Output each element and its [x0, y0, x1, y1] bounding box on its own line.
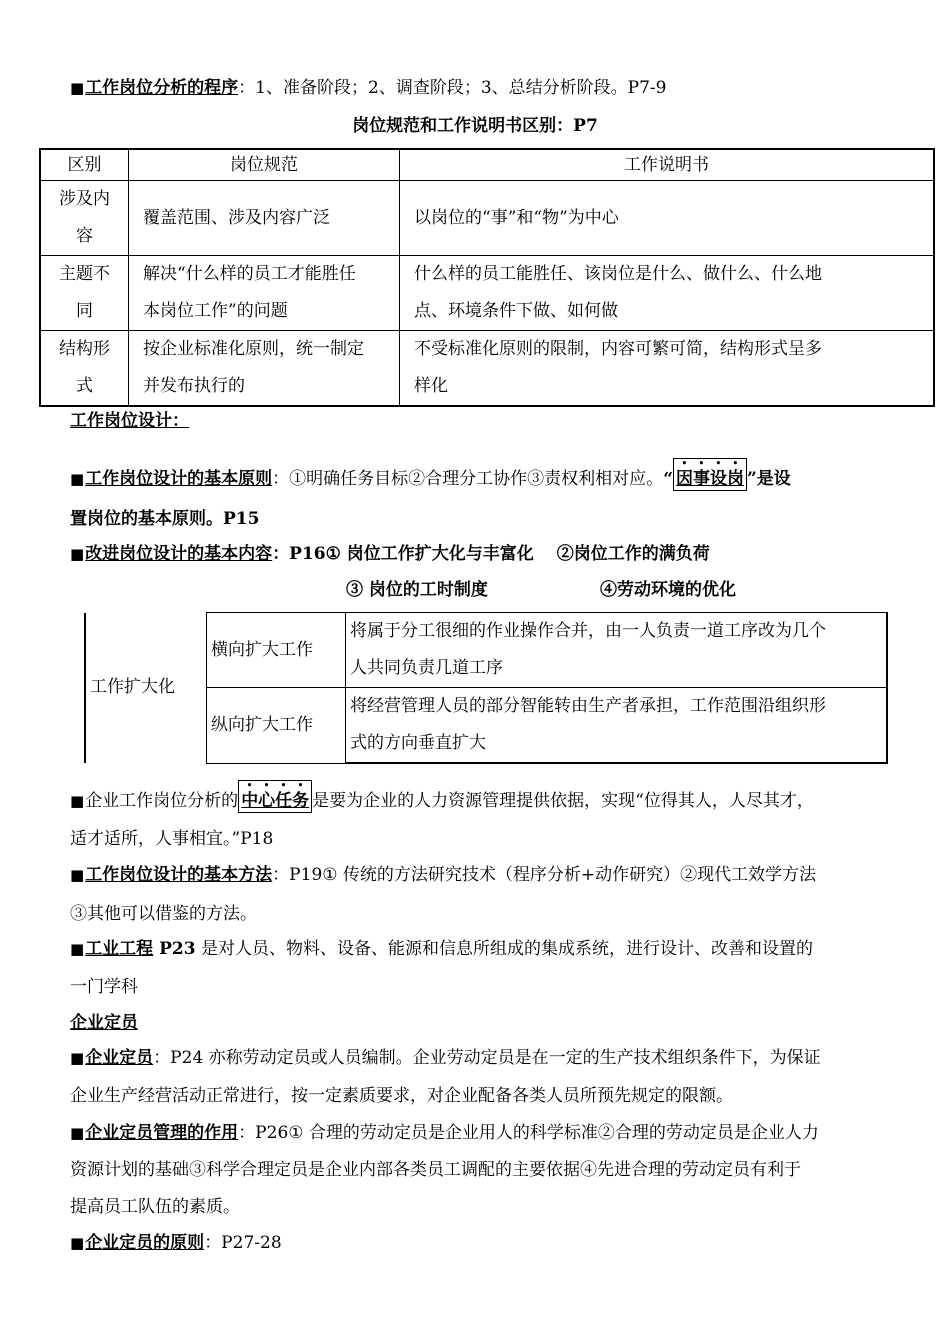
improve-content-line: ■改进岗位设计的基本内容：P16① 岗位工作扩大化与丰富化 ②岗位工作的满负荷 — [70, 544, 710, 564]
bullet-square-icon: ■ — [70, 866, 85, 884]
table-row — [85, 613, 887, 688]
main-cell: 工作扩大化 — [85, 613, 207, 764]
design-principle-line: ■工作岗位设计的基本原则：①明确任务目标②合理分工协作③责权利相对应。“ 因事设岗 ”是设 — [70, 458, 791, 491]
design-method-cont: ③其他可以借鉴的方法。 — [70, 904, 257, 924]
spec-cell: 按企业标准化原则，统一制定 并发布执行的 — [129, 331, 400, 407]
term-staffing-principle: 企业定员的原则 — [85, 1233, 205, 1253]
term-improve-content: 改进岗位设计的基本内容 — [85, 544, 273, 564]
term-industrial-eng: 工业工程 — [85, 939, 154, 959]
detail-cell: 将经营管理人员的部分智能转由生产者承担，工作范围沿组织形 式的方向垂直扩大 — [346, 688, 888, 764]
term-design-method: 工作岗位设计的基本方法 — [85, 865, 273, 885]
expansion-table — [84, 612, 888, 764]
central-task-line: ■企业工作岗位分析的 中心任务 是要为企业的人力资源管理提供依据，实现“位得其人，人尽其才， — [70, 780, 814, 813]
staffing-role-cont1: 资源计划的基础③科学合理定员是企业内部各类员工调配的主要依据④先进合理的劳动定员有利于 — [70, 1160, 801, 1180]
detail-cell: 将属于分工很细的作业操作合并，由一人负责一道工序改为几个 人共同负责几道工序 — [346, 613, 888, 688]
section-heading-job-design: 工作岗位设计： — [70, 411, 189, 431]
staffing-role-cont2: 提高员工队伍的素质。 — [70, 1197, 240, 1217]
term-staffing-role: 企业定员管理的作用 — [85, 1123, 239, 1143]
section-heading-staffing: 企业定员 — [70, 1013, 138, 1033]
desc-cell: 什么样的员工能胜任、该岗位是什么、做什么、什么地 点、环境条件下做、如何做 — [400, 256, 935, 331]
category-cell: 结构形 式 — [40, 331, 129, 407]
staffing-def-cont: 企业生产经营活动正常进行，按一定素质要求，对企业配备各类人员所预先规定的限额。 — [70, 1086, 733, 1106]
design-method-line: ■工作岗位设计的基本方法：P19① 传统的方法研究技术（程序分析+动作研究）②现代工效学方法 — [70, 865, 817, 885]
table-row — [40, 256, 934, 331]
category-cell: 涉及内 容 — [40, 181, 129, 256]
staffing-def-line: ■企业定员：P24 亦称劳动定员或人员编制。企业劳动定员是在一定的生产技术组织条件下，为保证 — [70, 1048, 821, 1068]
bullet-square-icon: ■ — [70, 1049, 85, 1067]
table-row — [40, 331, 934, 407]
label-cell: 纵向扩大工作 — [207, 688, 346, 764]
procedure-line — [70, 76, 666, 100]
desc-cell: 以岗位的“事”和“物”为中心 — [400, 181, 935, 256]
category-cell: 主题不 同 — [40, 256, 129, 331]
design-principle-text: ：①明确任务目标②合理分工协作③责权利相对应。 — [272, 469, 664, 489]
table-title: 岗位规范和工作说明书区别：P7 — [352, 116, 598, 136]
table-header-row — [40, 149, 934, 181]
procedure-text: ：1、准备阶段；2、调查阶段；3、总结分析阶段。P7-9 — [238, 78, 667, 98]
industrial-eng-line: ■工业工程 P23 是对人员、物料、设备、能源和信息所组成的集成系统，进行设计、改善和设置的 — [70, 939, 813, 959]
staffing-role-line: ■企业定员管理的作用：P26① 合理的劳动定员是企业用人的科学标准②合理的劳动定员是企业人力 — [70, 1123, 819, 1143]
comparison-table — [39, 148, 935, 407]
bullet-square-icon: ■ — [70, 1124, 85, 1142]
term-procedure: 工作岗位分析的程序 — [85, 78, 239, 98]
header-cell: 岗位规范 — [129, 149, 400, 181]
design-principle-cont: 置岗位的基本原则。P15 — [70, 509, 260, 529]
bullet-square-icon: ■ — [70, 940, 85, 958]
bullet-square-icon: ■ — [70, 545, 85, 563]
bullet-square-icon: ■ — [70, 792, 85, 810]
highlight-box: 中心任务 — [238, 780, 312, 813]
term-staffing: 企业定员 — [85, 1048, 154, 1068]
improve-content-cont-b: ④劳动环境的优化 — [600, 580, 736, 600]
highlight-box: 因事设岗 — [673, 458, 747, 491]
header-cell: 工作说明书 — [400, 149, 935, 181]
bullet-square-icon: ■ — [70, 1234, 85, 1252]
spec-cell: 覆盖范围、涉及内容广泛 — [129, 181, 400, 256]
table-row — [40, 181, 934, 256]
bullet-square-icon: ■ — [70, 470, 85, 488]
desc-cell: 不受标准化原则的限制，内容可繁可简，结构形式呈多 样化 — [400, 331, 935, 407]
spec-cell: 解决“什么样的员工才能胜任 本岗位工作”的问题 — [129, 256, 400, 331]
industrial-eng-cont: 一门学科 — [70, 977, 138, 997]
staffing-principle-line: ■企业定员的原则：P27-28 — [70, 1233, 282, 1253]
improve-content-cont-a: ③ 岗位的工时制度 — [346, 580, 488, 600]
central-task-cont: 适才适所，人事相宜。”P18 — [70, 829, 274, 849]
term-design-principle: 工作岗位设计的基本原则 — [85, 469, 273, 489]
header-cell: 区别 — [40, 149, 129, 181]
label-cell: 横向扩大工作 — [207, 613, 346, 688]
bullet-square-icon: ■ — [70, 79, 85, 97]
